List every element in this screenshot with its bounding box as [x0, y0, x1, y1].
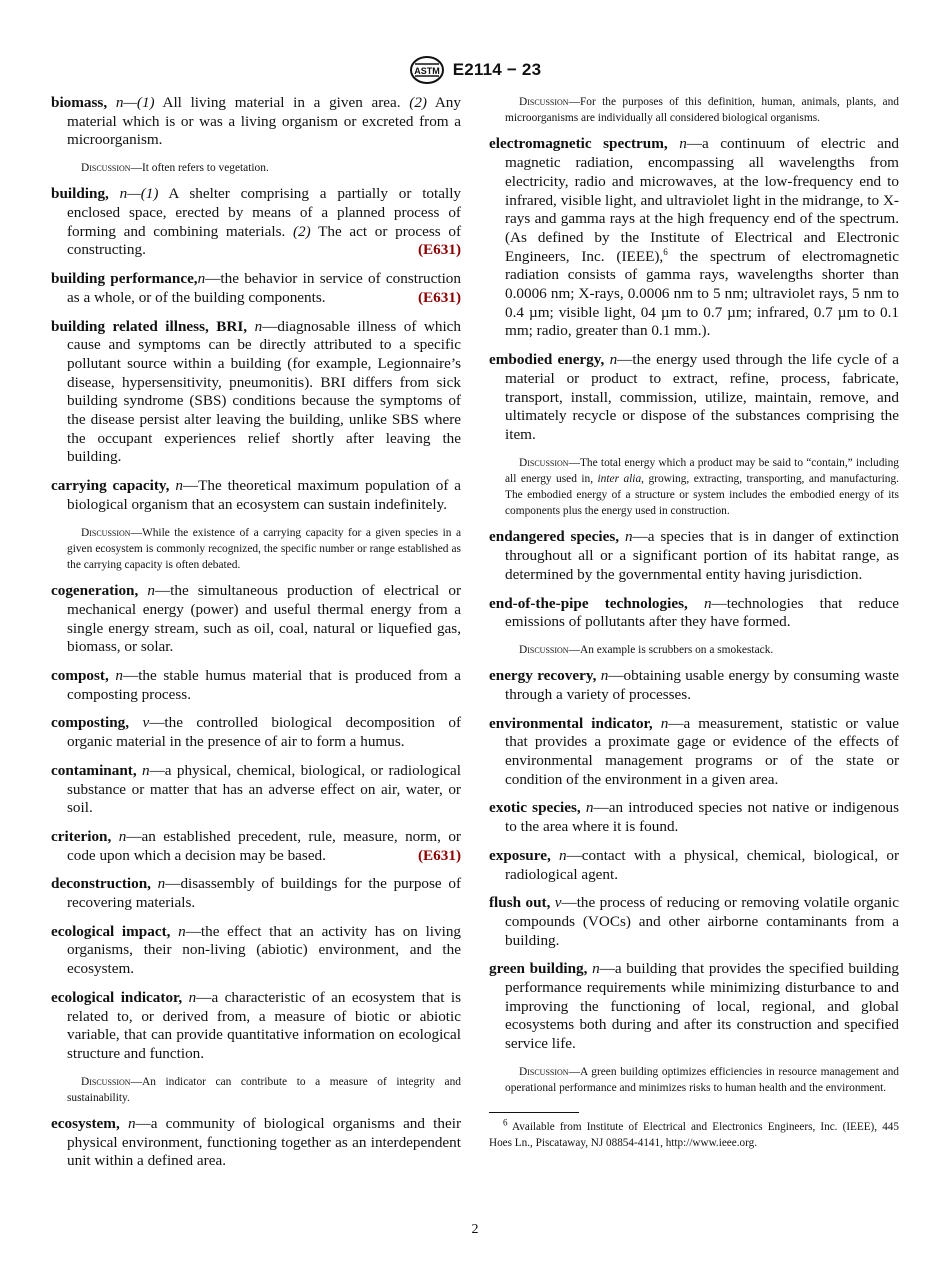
part-of-speech: n	[585, 799, 594, 817]
term: building performance,	[51, 270, 198, 288]
entry-environmental-indicator	[489, 715, 899, 790]
discussion-italic: inter alia	[597, 472, 642, 485]
definition: —a continuum of electric and magnetic radiation, encompassing all wavelengths from electricity, radio and microwaves, at the low-frequency end to infrared, visible light, and ultraviolet light in the midrange, to X-rays and gamma rays at the high frequency end of the spectrum. (As defined by the Institute of Electrical and Electronic Engineers, Inc. (IEEE),	[505, 135, 900, 265]
definition: —the process of reducing or removing volatile organic compounds (VOCs) and other airborne contaminants from a building.	[505, 894, 899, 949]
part-of-speech: n	[127, 1115, 136, 1133]
entry-carrying-capacity	[51, 477, 461, 514]
term: embodied energy,	[489, 351, 605, 369]
part-of-speech: n	[118, 827, 127, 845]
discussion-label: Discussion	[519, 643, 569, 656]
entry-green-building	[489, 960, 899, 1054]
entry-exposure	[489, 847, 899, 884]
footnote	[489, 1117, 899, 1151]
discussion	[67, 1074, 461, 1106]
term: carrying capacity,	[51, 477, 170, 495]
discussion-text: —An indicator can contribute to a measure of integrity and sustainability.	[67, 1075, 461, 1104]
definition: —the effect that an activity has on living organisms, their non-living (abiotic) environment, and the ecosystem.	[67, 922, 462, 978]
part-of-speech: n	[115, 666, 124, 684]
discussion	[67, 525, 461, 574]
definition: —the controlled biological decomposition of organic material in the presence of air to form a humus.	[67, 714, 462, 751]
definition: —a physical, chemical, biological, or radiological substance or matter that has an adverse effect on air, water, or soil.	[67, 761, 462, 817]
part-of-speech: n	[559, 846, 567, 864]
term: contaminant,	[51, 761, 137, 779]
discussion-label: Discussion	[81, 162, 131, 175]
term: ecological impact,	[51, 922, 171, 940]
term: environmental indicator,	[489, 714, 653, 732]
term: exotic species,	[489, 799, 581, 817]
definition: —a building that provides the specified building performance requirements while minimizing disturbance to and improving the functioning of local, regional, and global ecosystems both during and after its construction and specified service life.	[505, 960, 900, 1053]
term: end-of-the-pipe technologies,	[489, 594, 688, 612]
definition: —the energy used through the life cycle of a material or product to extract, refine, process, fabricate, transport, install, commission, utilize, maintain, remove, and ultimately recycle or dispose of the substances comprising the item.	[505, 351, 900, 443]
discussion-text: —It often refers to vegetation.	[130, 162, 269, 175]
right-column	[489, 94, 899, 1151]
part-of-speech: n	[188, 988, 197, 1006]
part-of-speech: n	[703, 594, 712, 612]
entry-building-performance	[51, 270, 461, 307]
document-designation: E2114 − 23	[452, 60, 542, 79]
part-of-speech: n	[660, 714, 669, 732]
part-of-speech: n—(1)	[115, 94, 155, 111]
part-of-speech: n—(1)	[119, 185, 159, 203]
entry-embodied-energy	[489, 351, 899, 445]
footnote-text: Available from Institute of Electrical and Electronics Engineers, Inc. (IEEE), 445 Hoes Ln., Piscataway, NJ 08854-4141, http://www.ieee.org.	[489, 1121, 899, 1149]
definition: —a community of biological organisms and their physical environment, functioning together as an interdependent unit within a defined area.	[67, 1115, 462, 1170]
definition: —the simultaneous production of electrical or mechanical energy (power) and useful thermal energy from a single energy stream, such as oil, coal, natural or liquefied gas, biomass, or solar.	[67, 582, 461, 656]
definition: —the behavior in service of construction as a whole, or of the building components.	[67, 270, 461, 306]
entry-ecosystem	[51, 1115, 461, 1171]
definition: —disassembly of buildings for the purpose of recovering materials.	[67, 875, 461, 912]
definition: A shelter comprising a partially or totally enclosed space, erected by means of a planned process of forming and combining materials.	[67, 185, 462, 240]
part-of-speech: v	[554, 894, 562, 912]
term: cogeneration,	[51, 582, 139, 600]
part-of-speech: n	[592, 960, 600, 978]
definition: —a measurement, statistic or value that provides a proximate gage or evidence of the effects of environmental management programs or of the state or condition of the environment in a given area.	[505, 714, 899, 788]
term: deconstruction,	[51, 875, 151, 893]
entry-ecological-impact	[51, 923, 461, 979]
term: flush out,	[489, 894, 551, 912]
discussion	[67, 160, 461, 176]
entry-criterion	[51, 828, 461, 865]
term: building related illness, BRI,	[51, 317, 248, 335]
term: endangered species,	[489, 528, 620, 546]
definition: —diagnosable illness of which cause and symptoms can be directly attributed to a specific pollutant source within a building (for example, Legionnaire’s disease, hypersensitivity, pneumonitis). BRI differs from sick building syndrome (SBS) conditions because the symptoms of the disease persist alter leaving the building, unlike SBS where the occupant experiences relief shortly after leaving the building.	[67, 317, 462, 466]
entry-composting	[51, 714, 461, 751]
part-of-speech: n	[142, 761, 150, 779]
footnote-divider	[489, 1112, 579, 1113]
reference-link[interactable]: (E631)	[417, 846, 461, 864]
discussion	[505, 1064, 899, 1096]
entry-biomass	[51, 94, 461, 150]
entry-ecological-indicator	[51, 989, 461, 1064]
definition: —technologies that reduce emissions of pollutants after they have formed.	[505, 594, 899, 631]
entry-cogeneration	[51, 582, 461, 657]
part-of-speech: n	[609, 351, 618, 369]
left-column	[51, 94, 461, 1181]
definition: —the stable humus material that is produced from a composting process.	[67, 666, 462, 703]
entry-exotic-species	[489, 799, 899, 836]
part-of-speech: n	[624, 528, 633, 546]
definition: —The theoretical maximum population of a biological organism that an ecosystem can sustain indefinitely.	[67, 477, 461, 513]
term: criterion,	[51, 827, 112, 845]
entry-compost	[51, 667, 461, 704]
part-of-speech: n	[178, 922, 186, 940]
entry-contaminant	[51, 762, 461, 818]
entry-energy-recovery	[489, 667, 899, 704]
part-of-speech: n	[254, 317, 263, 335]
entry-building-related-illness	[51, 318, 461, 468]
sense-number: (2)	[293, 222, 311, 240]
part-of-speech: n	[157, 875, 166, 893]
discussion-text: , growing, extracting, transporting, and manufacturing. The embodied energy of a structure or system includes the embodied energy of its components plus the energy used in construction.	[505, 472, 899, 518]
definition: —obtaining usable energy by consuming waste through a variety of processes.	[505, 667, 900, 703]
part-of-speech: n	[679, 135, 687, 153]
part-of-speech: n	[175, 477, 183, 495]
discussion-label: Discussion	[81, 526, 131, 539]
entry-building	[51, 185, 461, 260]
entry-deconstruction	[51, 875, 461, 912]
term: ecosystem,	[51, 1115, 120, 1133]
definition: —a characteristic of an ecosystem that is related to, or derived from, a measure of biotic or abiotic variable, that can provide quantitative information on ecological structure and function.	[67, 988, 462, 1062]
part-of-speech: v	[142, 714, 150, 732]
definition: —an introduced species not native or indigenous to the area where it is found.	[505, 799, 900, 836]
term: energy recovery,	[489, 667, 597, 685]
definition: the spectrum of electromagnetic radiation consists of gamma rays, wavelengths shorter than 0.0006 nm; X-rays, 0.0006 nm to 5 nm; ultraviolet rays, 5 nm to 0.4 µm; visible light, 04 µm to 0.7 µm; infrared, 0.7 µm to 0.1 mm; radio, greater than 0.1 mm.).	[505, 247, 900, 340]
entry-endangered-species	[489, 528, 899, 584]
discussion-text: —A green building optimizes efficiencies in resource management and operational performance and minimizes risks to human health and the environment.	[505, 1065, 899, 1095]
term: exposure,	[489, 846, 551, 864]
term: green building,	[489, 960, 588, 978]
entry-end-of-the-pipe	[489, 595, 899, 632]
term: composting,	[51, 714, 130, 732]
definition: All living material in a given area.	[154, 94, 410, 111]
part-of-speech: n	[600, 667, 609, 685]
page-header	[0, 54, 950, 86]
part-of-speech: n	[197, 270, 206, 288]
discussion-label: Discussion	[519, 456, 569, 469]
term: building,	[51, 185, 109, 203]
discussion-text: —For the purposes of this definition, human, animals, plants, and microorganisms are individually all considered biological organisms.	[505, 96, 899, 125]
reference-link[interactable]: (E631)	[417, 288, 461, 306]
definition: —contact with a physical, chemical, biological, or radiological agent.	[505, 846, 900, 883]
definition: The act or process of constructing.	[67, 222, 462, 259]
logo-text: ASTM	[413, 66, 440, 76]
sense-number: (2)	[409, 94, 427, 111]
discussion	[505, 455, 899, 520]
discussion-label: Discussion	[519, 96, 569, 108]
definition: Any material which is or was a living organism or excreted from a microorganism.	[67, 94, 461, 149]
discussion-text: —An example is scrubbers on a smokestack.	[568, 643, 774, 656]
definition: —an established precedent, rule, measure, norm, or code upon which a decision may be based.	[67, 827, 461, 864]
footnote-marker[interactable]: 6	[663, 246, 668, 257]
discussion	[505, 642, 899, 658]
page-number: 2	[471, 1222, 479, 1237]
entry-flush-out	[489, 894, 899, 950]
discussion-text: —While the existence of a carrying capacity for a given species in a given ecosystem is commonly recognized, the specific number or range established as the carrying capacity is often debated.	[67, 526, 461, 571]
astm-logo-icon	[409, 55, 445, 85]
term: biomass,	[51, 94, 108, 111]
reference-link[interactable]: (E631)	[417, 241, 461, 259]
definition: —a species that is in danger of extinction throughout all or a significant portion of its habitat range, as determined by the governmental entity having jurisdiction.	[505, 528, 899, 583]
entry-electromagnetic-spectrum	[489, 135, 899, 341]
footnote-number: 6	[503, 1117, 508, 1128]
discussion-label: Discussion	[519, 1065, 569, 1078]
part-of-speech: n	[147, 582, 155, 600]
discussion-label: Discussion	[81, 1075, 131, 1088]
discussion-text: —The total energy which a product may be said to “contain,” including all energy used in,	[505, 456, 899, 485]
discussion	[505, 94, 899, 126]
term: compost,	[51, 666, 109, 684]
term: ecological indicator,	[51, 988, 183, 1006]
term: electromagnetic spectrum,	[489, 135, 668, 153]
